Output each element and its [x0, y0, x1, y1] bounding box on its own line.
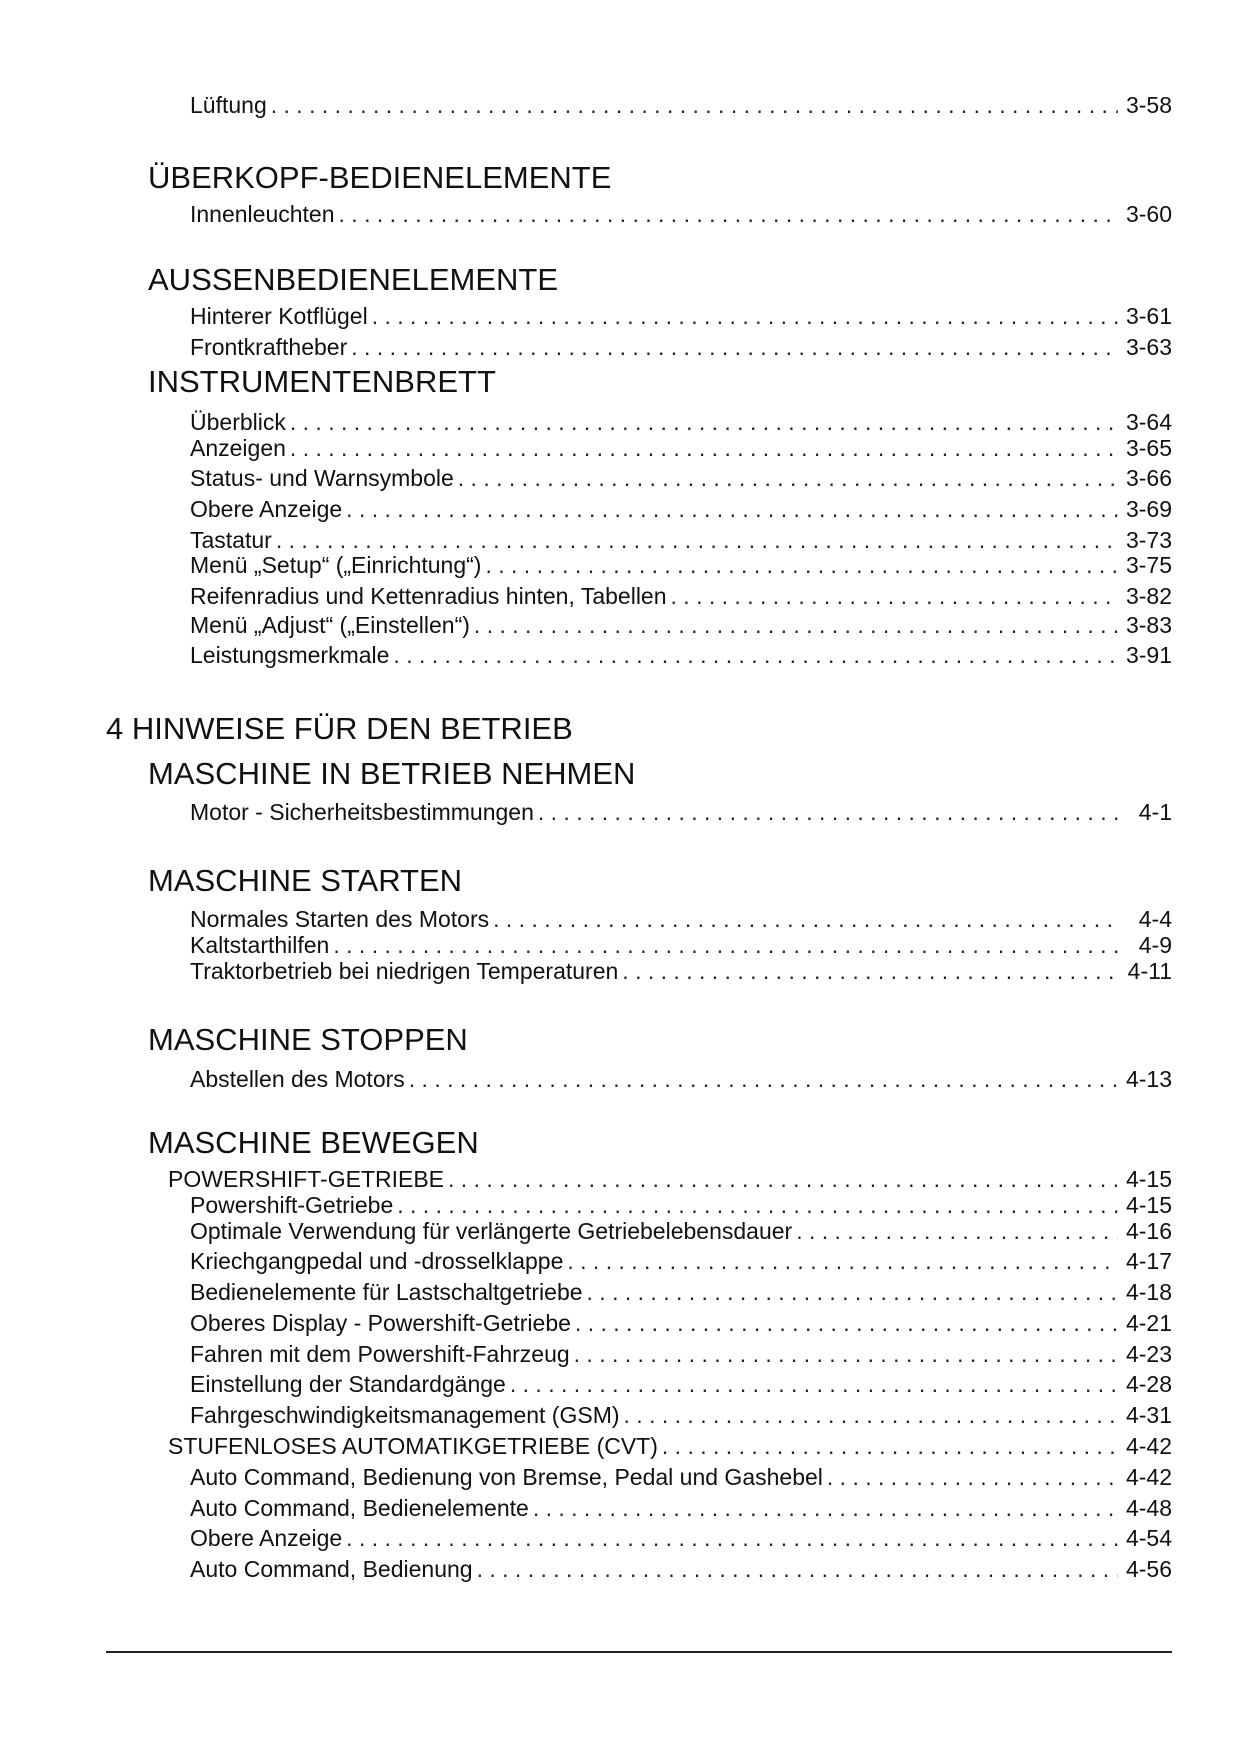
section-heading: INSTRUMENTENBRETT — [148, 364, 496, 399]
toc-entry-page: 4-28 — [1125, 1371, 1172, 1397]
toc-leader-dots — [477, 1555, 1118, 1583]
toc-entry-label: Hinterer Kotflügel — [190, 303, 368, 329]
toc-leader-dots — [485, 551, 1118, 579]
toc-entry-label: Auto Command, Bedienung — [190, 1556, 473, 1582]
toc-entry-label: Fahren mit dem Powershift-Fahrzeug — [190, 1341, 570, 1367]
toc-entry-page: 3-60 — [1125, 201, 1172, 227]
toc-entry-label: POWERSHIFT-GETRIEBE — [168, 1166, 445, 1192]
toc-entry — [190, 1555, 1172, 1583]
toc-leader-dots — [587, 1278, 1118, 1306]
toc-entry — [190, 905, 1172, 933]
toc-leader-dots — [493, 905, 1118, 933]
toc-entry — [190, 611, 1172, 639]
toc-entry-label: Status- und Warnsymbole — [190, 465, 454, 491]
toc-entry-label: Powershift-Getriebe — [190, 1192, 394, 1218]
toc-entry-label: Oberes Display - Powershift-Getriebe — [190, 1310, 571, 1336]
toc-entry-label: Lüftung — [190, 92, 267, 118]
toc-entry-page: 3-63 — [1125, 334, 1172, 360]
toc-entry-page: 4-56 — [1125, 1556, 1172, 1582]
toc-leader-dots — [533, 1494, 1118, 1522]
toc-leader-dots — [671, 582, 1118, 610]
section-heading: MASCHINE IN BETRIEB NEHMEN — [148, 756, 636, 791]
footer-rule — [106, 1651, 1172, 1653]
toc-entry-page: 4-16 — [1125, 1218, 1172, 1244]
toc-entry-label: Kaltstarthilfen — [190, 932, 330, 958]
toc-entry — [190, 551, 1172, 579]
toc-entry-page: 4-23 — [1125, 1341, 1172, 1367]
toc-entry-label: Kriechgangpedal und -drosselklappe — [190, 1248, 564, 1274]
toc-entry-label: Obere Anzeige — [190, 496, 343, 522]
toc-entry-label: Auto Command, Bedienelemente — [190, 1495, 529, 1521]
toc-entry-label: Leistungsmerkmale — [190, 642, 390, 668]
toc-entry-page: 4-15 — [1125, 1166, 1172, 1192]
toc-entry-label: Anzeigen — [190, 435, 286, 461]
toc-entry-page: 4-42 — [1125, 1464, 1172, 1490]
chapter-heading: 4 HINWEISE FÜR DEN BETRIEB — [106, 711, 573, 746]
section-heading: ÜBERKOPF-BEDIENELEMENTE — [148, 160, 612, 195]
toc-leader-dots — [510, 1370, 1118, 1398]
section-heading: MASCHINE BEWEGEN — [148, 1125, 479, 1160]
toc-entry-label: Traktorbetrieb bei niedrigen Temperaturen — [190, 958, 619, 984]
toc-leader-dots — [351, 333, 1118, 361]
toc-entry — [190, 1494, 1172, 1522]
toc-entry-page: 3-69 — [1125, 496, 1172, 522]
toc-entry-page: 4-21 — [1125, 1310, 1172, 1336]
toc-entry — [168, 1432, 1172, 1460]
toc-entry-label: Reifenradius und Kettenradius hinten, Tabellen — [190, 583, 667, 609]
section-heading: AUSSENBEDIENELEMENTE — [148, 262, 558, 297]
toc-entry — [190, 1524, 1172, 1552]
toc-entry-label: Innenleuchten — [190, 201, 335, 227]
toc-leader-dots — [662, 1432, 1118, 1460]
toc-entry-label: Überblick — [190, 409, 286, 435]
toc-entry-page: 3-61 — [1125, 303, 1172, 329]
toc-leader-dots — [393, 641, 1118, 669]
section-heading: MASCHINE STARTEN — [148, 863, 463, 898]
toc-entry-page: 3-73 — [1125, 527, 1172, 553]
toc-entry-page: 3-82 — [1125, 583, 1172, 609]
toc-entry-label: Obere Anzeige — [190, 1525, 343, 1551]
toc-entry — [190, 798, 1172, 826]
toc-entry — [190, 526, 1172, 554]
toc-entry-label: Fahrgeschwindigkeitsmanagement (GSM) — [190, 1402, 620, 1428]
toc-entry-label: Optimale Verwendung für verlängerte Getriebelebensdauer — [190, 1218, 793, 1244]
toc-entry-page: 3-66 — [1125, 465, 1172, 491]
toc-entry-page: 4-48 — [1125, 1495, 1172, 1521]
toc-leader-dots — [290, 408, 1118, 436]
toc-entry-label: Bedienelemente für Lastschaltgetriebe — [190, 1279, 583, 1305]
toc-entry-page: 3-64 — [1125, 409, 1172, 435]
toc-leader-dots — [796, 1217, 1118, 1245]
toc-leader-dots — [346, 1524, 1118, 1552]
toc-entry — [190, 495, 1172, 523]
toc-entry — [190, 1065, 1172, 1093]
toc-leader-dots — [827, 1463, 1118, 1491]
toc-entry-label: Menü „Adjust“ („Einstellen“) — [190, 612, 470, 638]
toc-leader-dots — [333, 931, 1118, 959]
toc-leader-dots — [276, 526, 1118, 554]
toc-entry — [190, 1191, 1172, 1219]
toc-entry — [168, 1165, 1172, 1193]
toc-entry-page: 3-75 — [1125, 552, 1172, 578]
toc-entry-page: 4-42 — [1125, 1433, 1172, 1459]
toc-entry-label: Abstellen des Motors — [190, 1066, 405, 1092]
toc-leader-dots — [538, 798, 1118, 826]
toc-entry-label: Motor - Sicherheitsbestimmungen — [190, 799, 534, 825]
toc-entry — [190, 464, 1172, 492]
toc-entry — [190, 957, 1172, 985]
toc-entry — [190, 91, 1172, 119]
toc-entry-page: 4-15 — [1125, 1192, 1172, 1218]
toc-entry-page: 4-13 — [1125, 1066, 1172, 1092]
toc-entry-label: Frontkraftheber — [190, 334, 348, 360]
toc-entry — [190, 582, 1172, 610]
toc-entry-page: 4-11 — [1127, 958, 1172, 984]
toc-leader-dots — [448, 1165, 1118, 1193]
toc-entry-page: 4-54 — [1125, 1525, 1172, 1551]
toc-entry — [190, 200, 1172, 228]
toc-leader-dots — [622, 957, 1118, 985]
toc-leader-dots — [474, 611, 1118, 639]
toc-leader-dots — [624, 1401, 1118, 1429]
toc-entry — [190, 1401, 1172, 1429]
toc-entry-page: 4-1 — [1138, 799, 1172, 825]
toc-leader-dots — [409, 1065, 1118, 1093]
section-heading: MASCHINE STOPPEN — [148, 1022, 468, 1057]
toc-entry-label: Auto Command, Bedienung von Bremse, Pedal und Gashebel — [190, 1464, 823, 1490]
toc-leader-dots — [575, 1309, 1118, 1337]
toc-entry-label: Tastatur — [190, 527, 272, 553]
toc-entry — [190, 641, 1172, 669]
toc-leader-dots — [339, 200, 1118, 228]
toc-entry — [190, 302, 1172, 330]
toc-entry-page: 3-58 — [1125, 92, 1172, 118]
toc-entry — [190, 1247, 1172, 1275]
toc-entry-page: 4-9 — [1138, 932, 1172, 958]
toc-entry — [190, 333, 1172, 361]
toc-leader-dots — [271, 91, 1118, 119]
toc-entry-page: 4-17 — [1125, 1248, 1172, 1274]
toc-entry — [190, 434, 1172, 462]
toc-entry-page: 3-83 — [1125, 612, 1172, 638]
toc-entry — [190, 1340, 1172, 1368]
toc-entry-page: 3-65 — [1125, 435, 1172, 461]
toc-entry-label: Einstellung der Standardgänge — [190, 1371, 506, 1397]
toc-entry — [190, 1309, 1172, 1337]
toc-entry-page: 4-31 — [1125, 1402, 1172, 1428]
toc-entry — [190, 1370, 1172, 1398]
toc-entry — [190, 931, 1172, 959]
toc-entry — [190, 408, 1172, 436]
toc-entry — [190, 1217, 1172, 1245]
toc-entry — [190, 1278, 1172, 1306]
toc-entry-page: 4-18 — [1125, 1279, 1172, 1305]
toc-entry-page: 4-4 — [1138, 906, 1172, 932]
toc-entry-label: STUFENLOSES AUTOMATIKGETRIEBE (CVT) — [168, 1433, 658, 1459]
toc-leader-dots — [567, 1247, 1118, 1275]
toc-leader-dots — [346, 495, 1118, 523]
toc-entry-page: 3-91 — [1125, 642, 1172, 668]
toc-leader-dots — [574, 1340, 1118, 1368]
toc-entry — [190, 1463, 1172, 1491]
toc-leader-dots — [290, 434, 1118, 462]
toc-entry-label: Normales Starten des Motors — [190, 906, 490, 932]
toc-leader-dots — [397, 1191, 1118, 1219]
toc-entry-label: Menü „Setup“ („Einrichtung“) — [190, 552, 482, 578]
toc-leader-dots — [372, 302, 1118, 330]
toc-leader-dots — [458, 464, 1118, 492]
